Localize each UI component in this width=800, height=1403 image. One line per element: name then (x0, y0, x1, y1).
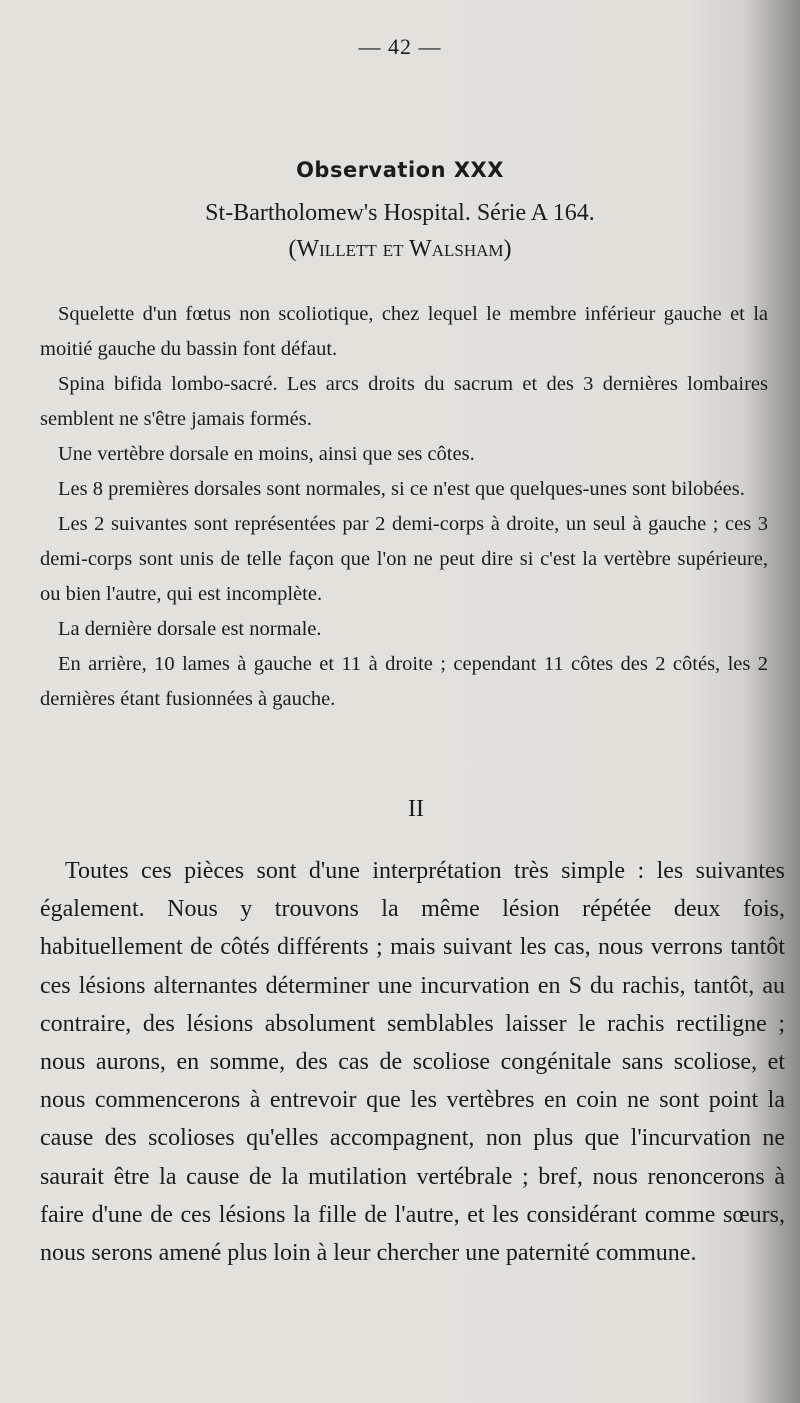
observation-paragraph: En arrière, 10 lames à gauche et 11 à droite ; cependant 11 côtes des 2 côtés, les 2 dernières étant fusionnées à gauche. (40, 653, 768, 710)
page-number: — 42 — (358, 34, 442, 59)
observation-paragraph: Une vertèbre dorsale en moins, ainsi que ses côtes. (58, 443, 475, 465)
observation-paragraph: Squelette d'un fœtus non scoliotique, chez lequel le membre inférieur gauche et la moitié gauche du bassin font défaut. (40, 303, 768, 360)
section-paragraph: Toutes ces pièces sont d'une interprétation très simple : les suivantes également. Nous y trouvons la même lésion répétée deux fois, habituellement de côtés différents ; mais suivant les cas, nous verrons tantôt ces lésions alternantes déterminer une incurvation en S du rachis, tantôt, au contraire, des lésions absolument semblables laisser le rachis rectiligne ; nous aurons, en somme, des cas de scoliose congénitale sans scoliose, et nous commencerons à entrevoir que les vertèbres en coin ne sont point la cause des scolioses qu'elles accompagnent, non plus que l'incurvation ne saurait être la cause de la mutilation vertébrale ; bref, nous renoncerons à faire d'une de ces lésions la fille de l'autre, et les considérant comme sœurs, nous serons amené plus loin à leur chercher une paternité commune. (40, 858, 785, 1267)
observation-paragraph: Les 8 premières dorsales sont normales, si ce n'est que quelques-unes sont bilobées. (58, 478, 745, 500)
observation-source: St-Bartholomew's Hospital. Série A 164. (205, 200, 595, 226)
observation-body (40, 297, 768, 717)
observation-heading: Observation XXX (296, 158, 504, 182)
observation-paragraph: Spina bifida lombo-sacré. Les arcs droits du sacrum et des 3 dernières lombaires semblent ne s'être jamais formés. (40, 373, 768, 430)
section-number: II (408, 796, 424, 822)
observation-paragraph: La dernière dorsale est normale. (58, 618, 322, 640)
section-body (40, 852, 785, 1272)
observation-authors: (Willett et Walsham) (288, 236, 512, 262)
observation-paragraph: Les 2 suivantes sont représentées par 2 demi-corps à droite, un seul à gauche ; ces 3 demi-corps sont unis de telle façon que l'on ne peut dire si c'est la vertèbre supérieure, ou bien l'autre, qui est incomplète. (40, 513, 768, 605)
